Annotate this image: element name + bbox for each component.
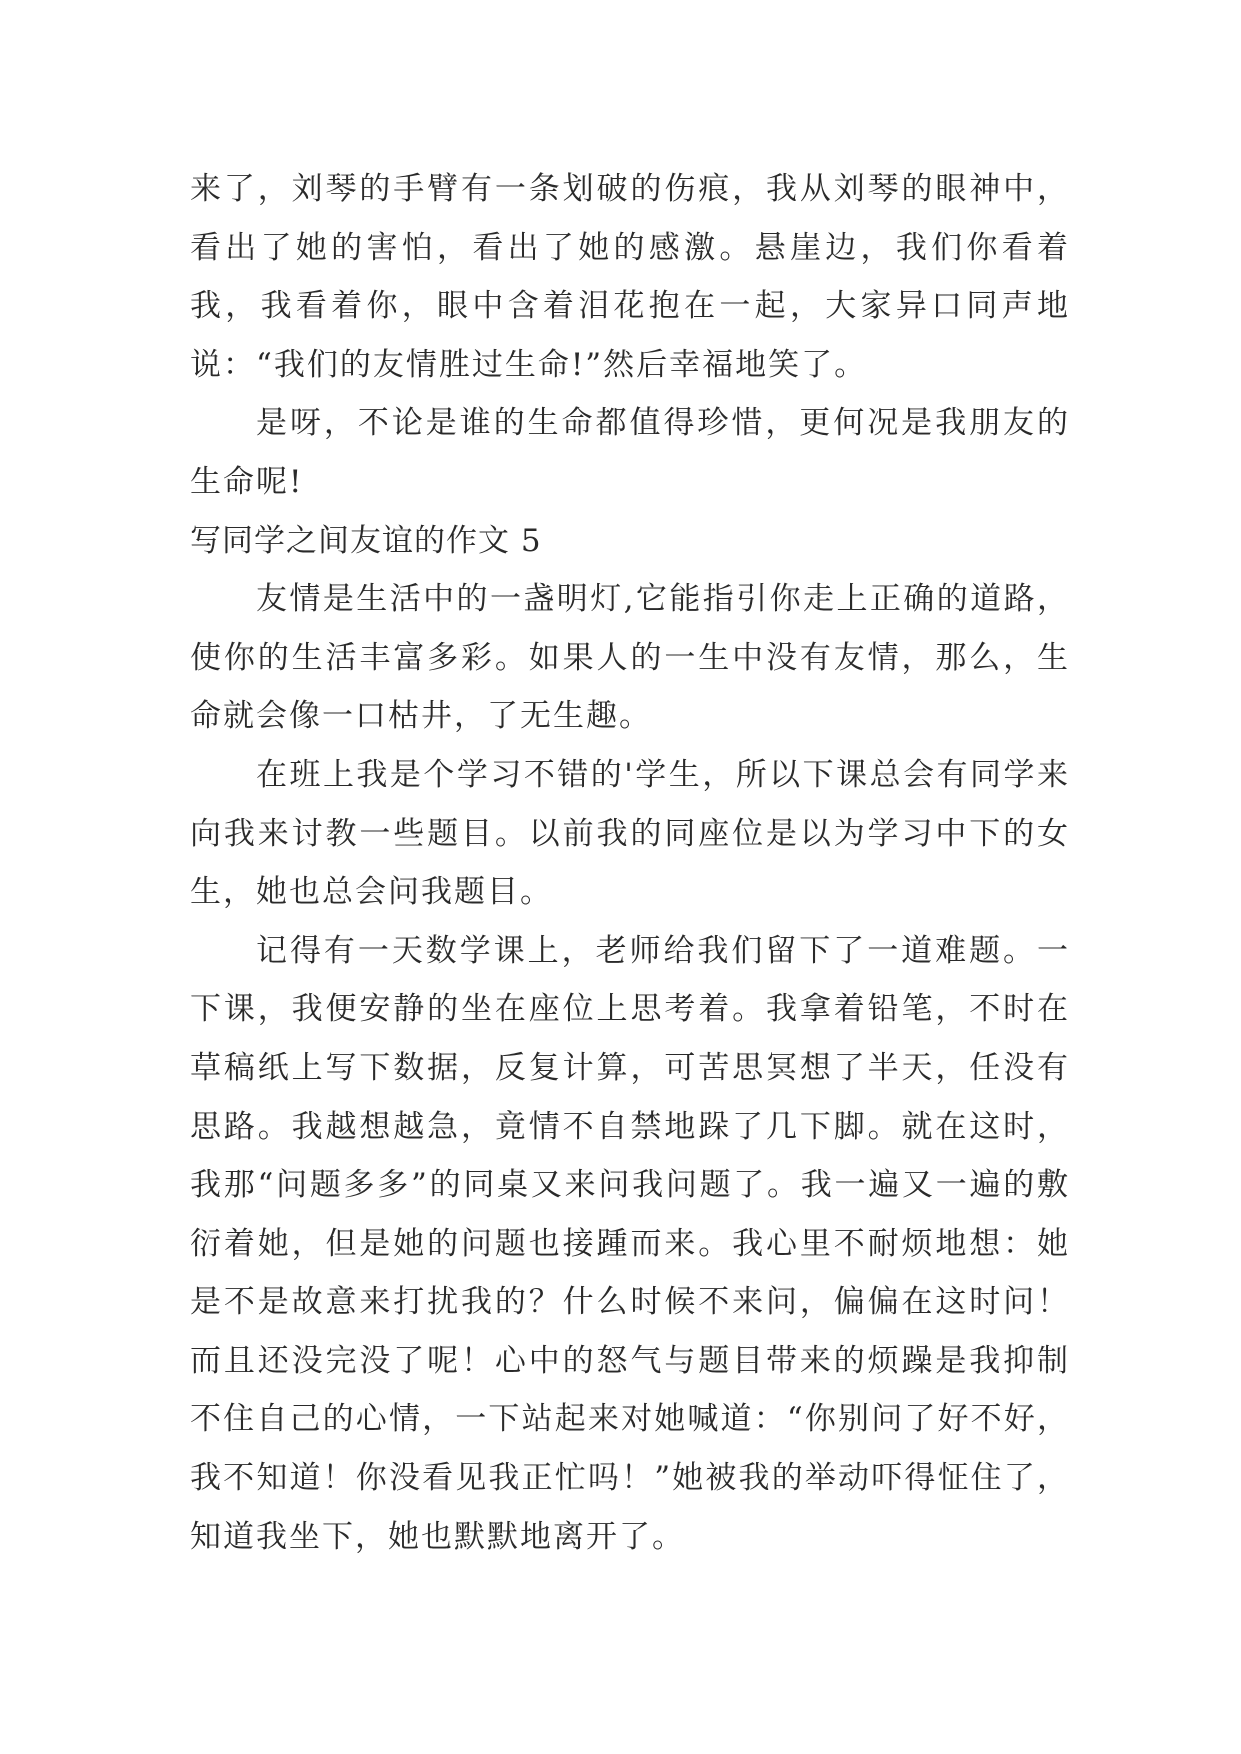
paragraph-story: 记得有一天数学课上，老师给我们留下了一道难题。一下课，我便安静的坐在座位上思考着。我拿着铅笔，不时在草稿纸上写下数据，反复计算，可苦思冥想了半天，任没有思路。我越想越急，竟情不自禁地跺了几下脚。就在这时，我那“问题多多”的同桌又来问我问题了。我一遍又一遍的敷衍着她，但是她的问题也接踵而来。我心里不耐烦地想：她是不是故意来打扰我的？什么时候不来问，偏偏在这时问！而且还没完没了呢！心中的怒气与题目带来的烦躁是我抑制不住自己的心情，一下站起来对她喊道：“你别问了好不好，我不知道！你没看见我正忙吗！”她被我的举动吓得怔住了，知道我坐下，她也默默地离开了。 xyxy=(190,932,1070,1555)
paragraph-intro: 友情是生活中的一盏明灯,它能指引你走上正确的道路，使你的生活丰富多彩。如果人的一生中没有友情，那么，生命就会像一口枯井，了无生趣。 xyxy=(190,581,1070,735)
paragraph-conclusion: 是呀，不论是谁的生命都值得珍惜，更何况是我朋友的生命呢! xyxy=(190,405,1070,500)
section-heading: 写同学之间友谊的作文 5 xyxy=(190,522,542,559)
paragraph-classmate: 在班上我是个学习不错的'学生，所以下课总会有同学来向我来讨教一些题目。以前我的同座位是以为学习中下的女生，她也总会问我题目。 xyxy=(190,756,1070,911)
paragraph-continued: 来了，刘琴的手臂有一条划破的伤痕，我从刘琴的眼神中，看出了她的害怕，看出了她的感激。悬崖边，我们你看着我，我看着你，眼中含着泪花抱在一起，大家异口同声地说：“我们的友情胜过生命!”然后幸福地笑了。 xyxy=(190,171,1070,383)
document-page xyxy=(190,160,1070,1566)
